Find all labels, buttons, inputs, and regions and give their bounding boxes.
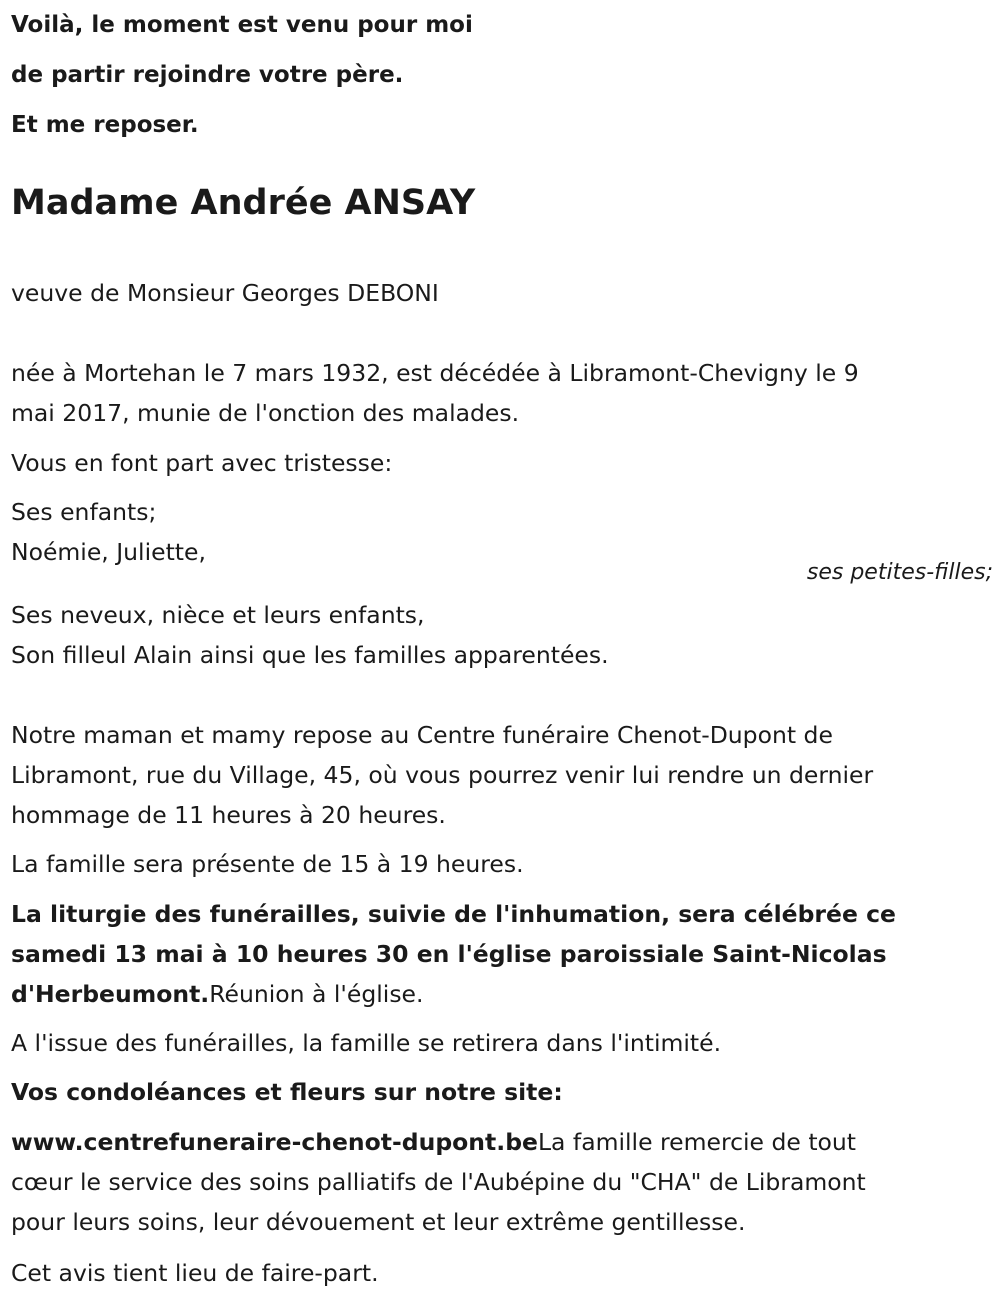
liturgy-place: d'Herbeumont. <box>11 980 210 1008</box>
condolences-heading-text: Vos condoléances et fleurs sur notre site: <box>11 1078 563 1106</box>
deceased-name: Madame Andrée ANSAY <box>11 183 476 223</box>
granddaughters-label: ses petites-filles; <box>806 560 993 585</box>
poem-line: de partir rejoindre votre père. <box>11 62 404 88</box>
closing-line <box>11 1122 991 1162</box>
repose-line: hommage de 11 heures à 20 heures. <box>11 801 446 829</box>
after-funeral <box>11 1023 991 1063</box>
family-extended <box>11 595 991 675</box>
spouse-line <box>11 273 991 313</box>
spouse-text: veuve de Monsieur Georges DEBONI <box>11 279 439 307</box>
opening-poem <box>11 13 991 138</box>
repose-line: Notre maman et mamy repose au Centre funéraire Chenot-Dupont de <box>11 721 833 749</box>
website-link[interactable]: www.centrefuneraire-chenot-dupont.be <box>11 1128 538 1156</box>
after-funeral-text: A l'issue des funérailles, la famille se retirera dans l'intimité. <box>11 1029 722 1057</box>
thanks-line: pour leurs soins, leur dévouement et leur extrême gentillesse. <box>11 1208 746 1236</box>
liturgy-meeting: Réunion à l'église. <box>209 980 424 1008</box>
family-presence <box>11 844 991 884</box>
poem-line: Voilà, le moment est venu pour moi <box>11 12 473 38</box>
granddaughters-names: Noémie, Juliette, <box>11 538 206 566</box>
announcement-line <box>11 443 991 483</box>
liturgy-line <box>11 974 991 1014</box>
poem-line: Et me reposer. <box>11 112 199 138</box>
repose-line: Libramont, rue du Village, 45, où vous pourrez venir lui rendre un dernier <box>11 761 874 789</box>
footer-note <box>11 1253 991 1293</box>
birth-death-line: mai 2017, munie de l'onction des malades. <box>11 399 520 427</box>
condolences-heading <box>11 1072 991 1112</box>
children-text: Ses enfants; <box>11 498 157 526</box>
announcement-text: Vous en font part avec tristesse: <box>11 449 393 477</box>
godson-text: Son filleul Alain ainsi que les familles apparentées. <box>11 641 609 669</box>
thanks-line: cœur le service des soins palliatifs de l'Aubépine du "CHA" de Libramont <box>11 1168 866 1196</box>
liturgy-line: La liturgie des funérailles, suivie de l'inhumation, sera célébrée ce <box>11 900 896 928</box>
birth-death-paragraph <box>11 353 991 433</box>
liturgy-line: samedi 13 mai à 10 heures 30 en l'église paroissiale Saint-Nicolas <box>11 940 887 968</box>
obituary-notice <box>11 0 993 1287</box>
thanks-text: La famille remercie de tout <box>537 1128 857 1156</box>
repose-paragraph <box>11 715 991 835</box>
closing-paragraph <box>11 1122 991 1242</box>
liturgy-paragraph <box>11 894 991 1014</box>
footer-text: Cet avis tient lieu de faire-part. <box>11 1259 379 1287</box>
birth-death-line: née à Mortehan le 7 mars 1932, est décédée à Libramont-Chevigny le 9 <box>11 359 859 387</box>
family-presence-text: La famille sera présente de 15 à 19 heures. <box>11 850 524 878</box>
nephews-text: Ses neveux, nièce et leurs enfants, <box>11 601 425 629</box>
